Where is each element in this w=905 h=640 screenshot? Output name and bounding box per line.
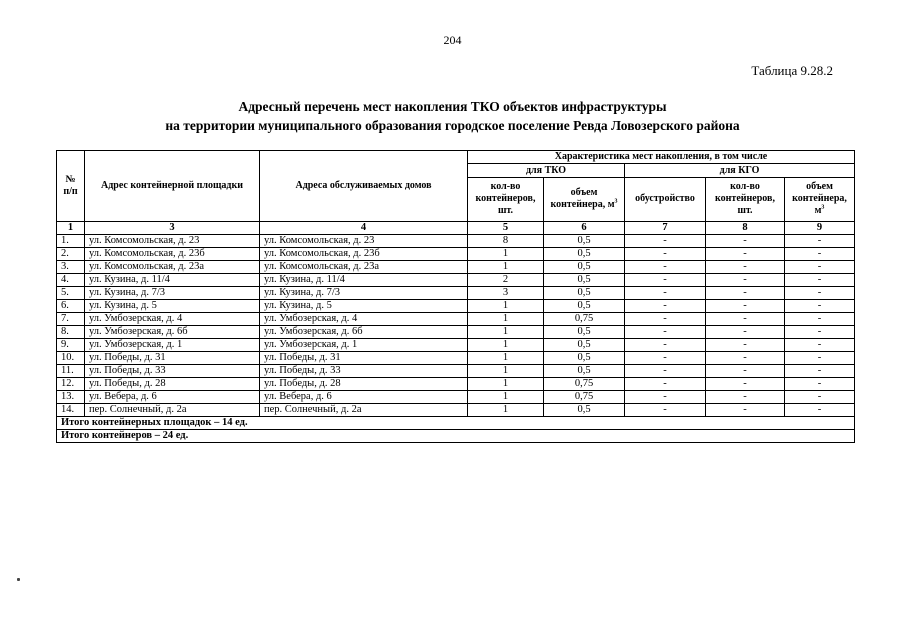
facility-cell: - — [625, 235, 706, 248]
tko-count-cell: 1 — [468, 339, 544, 352]
col-number: 1 — [57, 222, 85, 235]
row-num-cell: 14. — [57, 404, 85, 417]
table-row — [57, 274, 855, 287]
kgo-count-cell: - — [706, 235, 785, 248]
tko-volume-cell: 0,5 — [544, 274, 625, 287]
facility-cell: - — [625, 248, 706, 261]
served-address-cell: ул. Комсомольская, д. 23 — [260, 235, 468, 248]
row-num-cell: 11. — [57, 365, 85, 378]
tko-count-cell: 2 — [468, 274, 544, 287]
tko-volume-cell: 0,75 — [544, 391, 625, 404]
served-address-cell: ул. Кузина, д. 5 — [260, 300, 468, 313]
tko-volume-cell: 0,5 — [544, 352, 625, 365]
tko-count-cell: 1 — [468, 261, 544, 274]
facility-cell: - — [625, 365, 706, 378]
site-address-cell: ул. Комсомольская, д. 23а — [85, 261, 260, 274]
kgo-count-cell: - — [706, 313, 785, 326]
scan-speck — [17, 578, 20, 581]
tko-volume-cell: 0,75 — [544, 313, 625, 326]
tko-count-cell: 1 — [468, 326, 544, 339]
facility-cell: - — [625, 339, 706, 352]
kgo-volume-cell: - — [785, 287, 855, 300]
header-characteristics: Характеристика мест накопления, в том числе — [468, 151, 855, 164]
kgo-count-cell: - — [706, 287, 785, 300]
row-num-cell: 2. — [57, 248, 85, 261]
served-address-cell: ул. Победы, д. 31 — [260, 352, 468, 365]
kgo-volume-cell: - — [785, 313, 855, 326]
col-number: 3 — [85, 222, 260, 235]
kgo-volume-cell: - — [785, 339, 855, 352]
site-address-cell: ул. Победы, д. 31 — [85, 352, 260, 365]
table-row — [57, 365, 855, 378]
tko-count-cell: 1 — [468, 378, 544, 391]
title-line-1: Адресный перечень мест накопления ТКО объектов инфраструктуры — [238, 99, 667, 114]
table-row — [57, 287, 855, 300]
kgo-volume-cell: - — [785, 326, 855, 339]
col-number: 4 — [260, 222, 468, 235]
kgo-count-cell: - — [706, 326, 785, 339]
served-address-cell: ул. Кузина, д. 7/3 — [260, 287, 468, 300]
row-num-cell: 6. — [57, 300, 85, 313]
tko-volume-cell: 0,5 — [544, 326, 625, 339]
header-tko-count: кол-во контейнеров, шт. — [468, 177, 544, 221]
kgo-volume-cell: - — [785, 391, 855, 404]
tko-volume-cell: 0,5 — [544, 261, 625, 274]
page-number: 204 — [443, 33, 462, 47]
site-address-cell: ул. Умбозерская, д. 1 — [85, 339, 260, 352]
facility-cell: - — [625, 274, 706, 287]
header-tko: для ТКО — [468, 164, 625, 177]
served-address-cell: ул. Умбозерская, д. 4 — [260, 313, 468, 326]
served-address-cell: ул. Умбозерская, д. 6б — [260, 326, 468, 339]
facility-cell: - — [625, 391, 706, 404]
tko-count-cell: 1 — [468, 391, 544, 404]
row-num-cell: 3. — [57, 261, 85, 274]
kgo-count-cell: - — [706, 300, 785, 313]
facility-cell: - — [625, 352, 706, 365]
facility-cell: - — [625, 404, 706, 417]
served-address-cell: ул. Победы, д. 28 — [260, 378, 468, 391]
row-num-cell: 9. — [57, 339, 85, 352]
header-kgo-volume: объем контейнера, $м^3$ — [785, 177, 855, 221]
site-address-cell: пер. Солнечный, д. 2а — [85, 404, 260, 417]
facility-cell: - — [625, 313, 706, 326]
kgo-count-cell: - — [706, 261, 785, 274]
kgo-volume-cell: - — [785, 261, 855, 274]
table-row — [57, 352, 855, 365]
facility-cell: - — [625, 300, 706, 313]
kgo-volume-cell: - — [785, 274, 855, 287]
tko-count-cell: 1 — [468, 352, 544, 365]
tko-count-cell: 8 — [468, 235, 544, 248]
table-row — [57, 248, 855, 261]
header-num: № п/п — [57, 151, 85, 222]
served-address-cell: ул. Комсомольская, д. 23б — [260, 248, 468, 261]
kgo-count-cell: - — [706, 404, 785, 417]
table-row — [57, 391, 855, 404]
col-number: 7 — [625, 222, 706, 235]
tko-count-cell: 1 — [468, 404, 544, 417]
header-tko-volume: объем контейнера, $м^3$ — [544, 177, 625, 221]
tko-count-cell: 1 — [468, 313, 544, 326]
tko-count-cell: 1 — [468, 300, 544, 313]
tko-count-cell: 3 — [468, 287, 544, 300]
table-row — [57, 404, 855, 417]
title-line-2: на территории муниципального образования городское поселение Ревда Ловозерского района — [165, 118, 740, 133]
kgo-volume-cell: - — [785, 365, 855, 378]
served-address-cell: ул. Умбозерская, д. 1 — [260, 339, 468, 352]
kgo-count-cell: - — [706, 365, 785, 378]
site-address-cell: ул. Комсомольская, д. 23 — [85, 235, 260, 248]
site-address-cell: ул. Умбозерская, д. 6б — [85, 326, 260, 339]
site-address-cell: ул. Комсомольская, д. 23б — [85, 248, 260, 261]
kgo-count-cell: - — [706, 339, 785, 352]
facility-cell: - — [625, 287, 706, 300]
header-facility: обустройство — [625, 177, 706, 221]
kgo-volume-cell: - — [785, 248, 855, 261]
col-number: 9 — [785, 222, 855, 235]
col-number: 6 — [544, 222, 625, 235]
table-row — [57, 300, 855, 313]
tko-volume-cell: 0,5 — [544, 365, 625, 378]
row-num-cell: 1. — [57, 235, 85, 248]
header-kgo-count: кол-во контейнеров, шт. — [706, 177, 785, 221]
kgo-count-cell: - — [706, 378, 785, 391]
header-address: Адрес контейнерной площадки — [85, 151, 260, 222]
kgo-volume-cell: - — [785, 404, 855, 417]
table-body — [57, 235, 855, 417]
table-row — [57, 235, 855, 248]
served-address-cell: ул. Комсомольская, д. 23а — [260, 261, 468, 274]
kgo-count-cell: - — [706, 352, 785, 365]
document-title — [0, 97, 905, 135]
tko-count-cell: 1 — [468, 365, 544, 378]
row-num-cell: 13. — [57, 391, 85, 404]
site-address-cell: ул. Кузина, д. 7/3 — [85, 287, 260, 300]
tko-volume-cell: 0,5 — [544, 287, 625, 300]
kgo-volume-cell: - — [785, 300, 855, 313]
tko-volume-cell: 0,5 — [544, 404, 625, 417]
kgo-volume-cell: - — [785, 235, 855, 248]
facility-cell: - — [625, 261, 706, 274]
site-address-cell: ул. Умбозерская, д. 4 — [85, 313, 260, 326]
tko-volume-cell: 0,5 — [544, 300, 625, 313]
row-num-cell: 5. — [57, 287, 85, 300]
tko-volume-cell: 0,75 — [544, 378, 625, 391]
col-number: 5 — [468, 222, 544, 235]
total-sites: Итого контейнерных площадок – 14 ед. — [57, 417, 855, 430]
row-num-cell: 12. — [57, 378, 85, 391]
facility-cell: - — [625, 326, 706, 339]
table-row — [57, 378, 855, 391]
table-row — [57, 313, 855, 326]
col-number: 8 — [706, 222, 785, 235]
tko-volume-cell: 0,5 — [544, 248, 625, 261]
total-containers: Итого контейнеров – 24 ед. — [57, 430, 855, 443]
site-address-cell: ул. Кузина, д. 5 — [85, 300, 260, 313]
kgo-count-cell: - — [706, 391, 785, 404]
row-num-cell: 7. — [57, 313, 85, 326]
served-address-cell: ул. Кузина, д. 11/4 — [260, 274, 468, 287]
row-num-cell: 8. — [57, 326, 85, 339]
row-num-cell: 10. — [57, 352, 85, 365]
registry-table — [56, 150, 855, 443]
site-address-cell: ул. Вебера, д. 6 — [85, 391, 260, 404]
table-row — [57, 339, 855, 352]
facility-cell: - — [625, 378, 706, 391]
served-address-cell: ул. Победы, д. 33 — [260, 365, 468, 378]
table-row — [57, 326, 855, 339]
site-address-cell: ул. Кузина, д. 11/4 — [85, 274, 260, 287]
row-num-cell: 4. — [57, 274, 85, 287]
kgo-count-cell: - — [706, 248, 785, 261]
header-served: Адреса обслуживаемых домов — [260, 151, 468, 222]
served-address-cell: ул. Вебера, д. 6 — [260, 391, 468, 404]
kgo-volume-cell: - — [785, 378, 855, 391]
table-row — [57, 261, 855, 274]
tko-volume-cell: 0,5 — [544, 339, 625, 352]
served-address-cell: пер. Солнечный, д. 2а — [260, 404, 468, 417]
header-kgo: для КГО — [625, 164, 855, 177]
table-reference: Таблица 9.28.2 — [751, 63, 833, 78]
kgo-volume-cell: - — [785, 352, 855, 365]
kgo-count-cell: - — [706, 274, 785, 287]
site-address-cell: ул. Победы, д. 33 — [85, 365, 260, 378]
tko-count-cell: 1 — [468, 248, 544, 261]
site-address-cell: ул. Победы, д. 28 — [85, 378, 260, 391]
tko-volume-cell: 0,5 — [544, 235, 625, 248]
